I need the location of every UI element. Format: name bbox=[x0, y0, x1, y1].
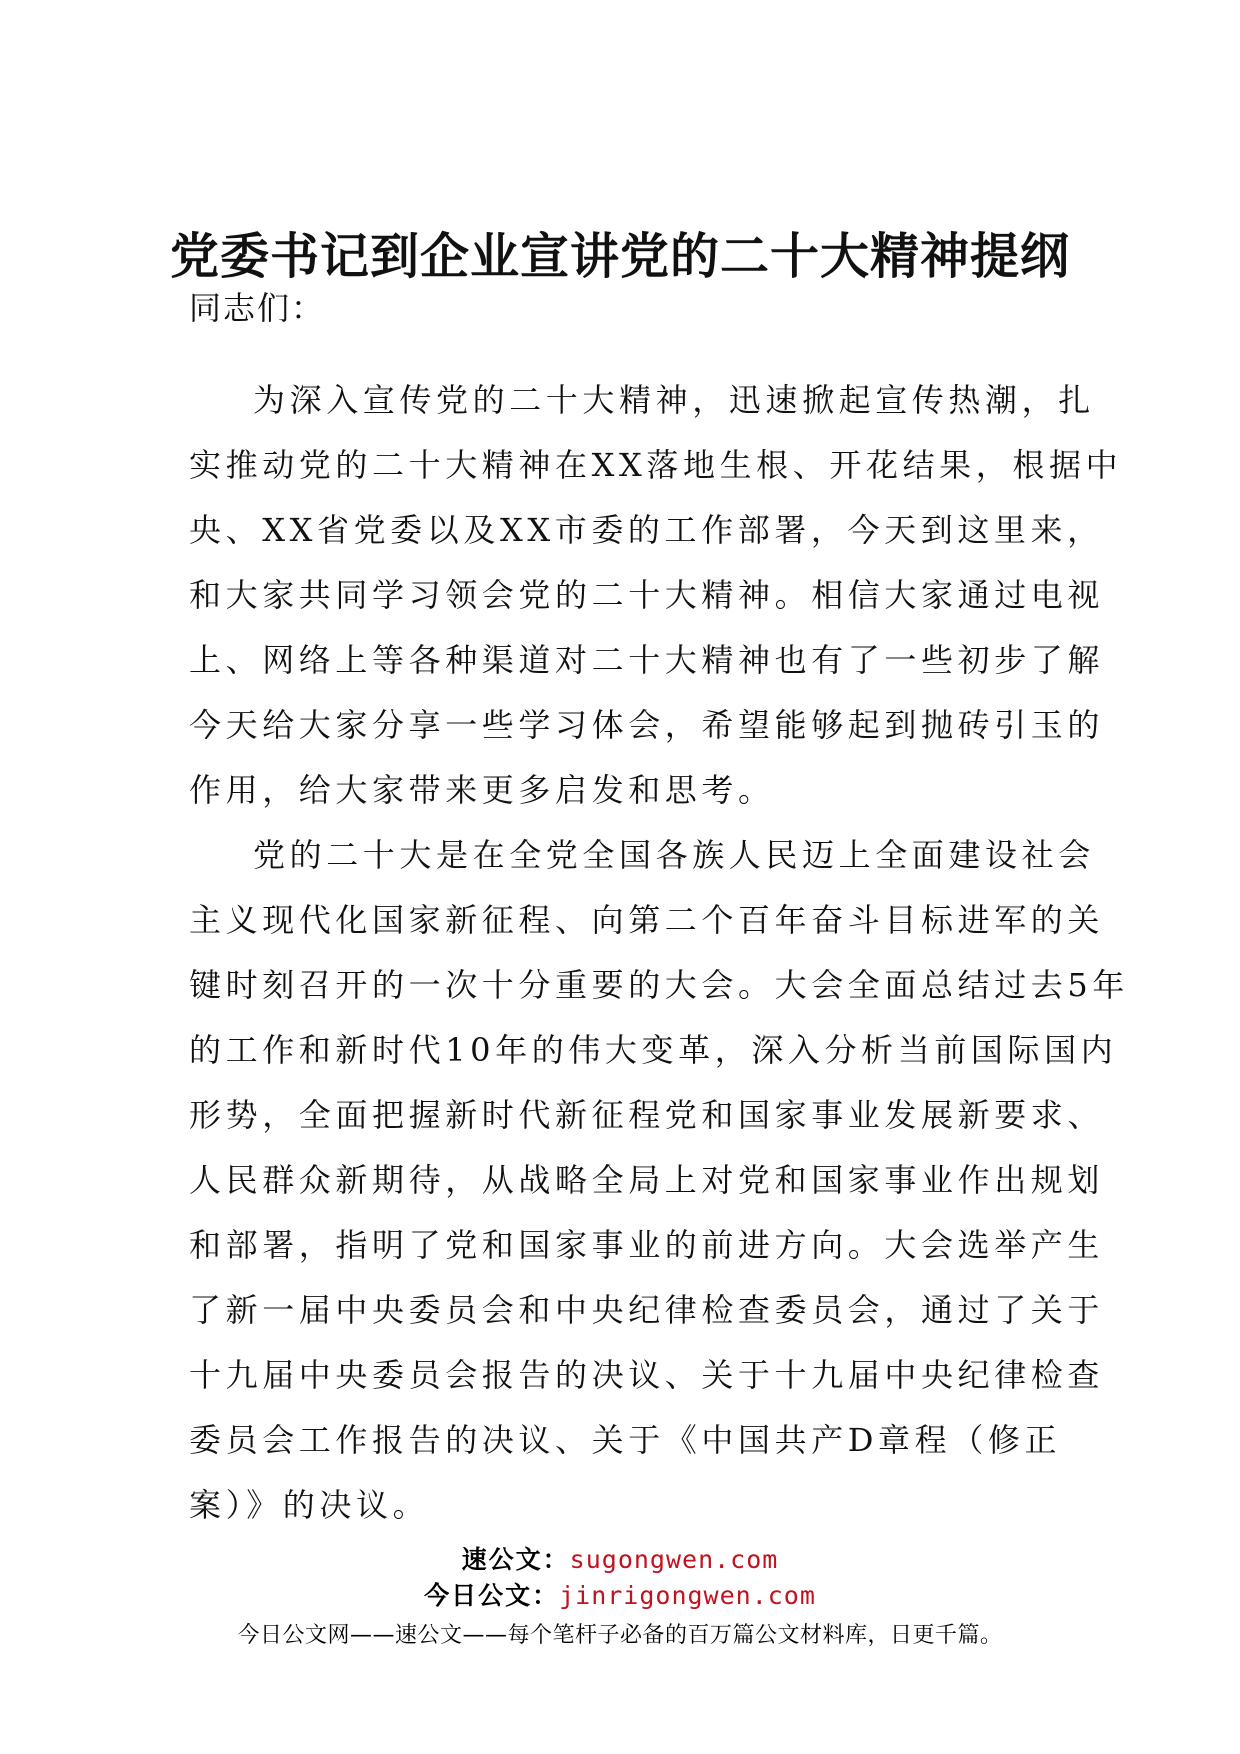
document-title: 党委书记到企业宣讲党的二十大精神提纲 bbox=[169, 227, 1070, 285]
paragraph-line: 案）》的决议。 bbox=[189, 1486, 430, 1524]
paragraph-line: 人民群众新期待，从战略全局上对党和国家事业作出规划 bbox=[189, 1161, 1105, 1199]
paragraph-line: 作用，给大家带来更多启发和思考。 bbox=[189, 771, 775, 809]
footer-line-2 bbox=[0, 1578, 1240, 1614]
footer-tagline: 今日公文网——速公文——每个笔杆子必备的百万篇公文材料库，日更千篇。 bbox=[237, 1623, 1003, 1648]
paragraph-line: 键时刻召开的一次十分重要的大会。大会全面总结过去5年 bbox=[189, 966, 1129, 1004]
footer-line-1 bbox=[0, 1542, 1240, 1578]
paragraph-line: 主义现代化国家新征程、向第二个百年奋斗目标进军的关 bbox=[189, 901, 1105, 939]
paragraph-line: 形势，全面把握新时代新征程党和国家事业发展新要求、 bbox=[189, 1096, 1105, 1134]
paragraph-2 bbox=[189, 823, 1129, 1538]
salutation: 同志们： bbox=[189, 289, 326, 327]
paragraph-line: 和部署，指明了党和国家事业的前进方向。大会选举产生 bbox=[189, 1226, 1105, 1264]
paragraph-line: 上、网络上等各种渠道对二十大精神也有了一些初步了解 bbox=[189, 641, 1105, 679]
site-link[interactable]: sugongwen.com bbox=[569, 1545, 779, 1574]
paragraph-line: 实推动党的二十大精神在XX落地生根、开花结果，根据中 bbox=[189, 446, 1123, 484]
paragraph-line: 央、XX省党委以及XX市委的工作部署，今天到这里来， bbox=[189, 511, 1104, 549]
footer-watermark bbox=[0, 1542, 1240, 1654]
paragraph-line: 了新一届中央委员会和中央纪律检查委员会，通过了关于 bbox=[189, 1291, 1105, 1329]
paragraph-line: 十九届中央委员会报告的决议、关于十九届中央纪律检查 bbox=[189, 1356, 1105, 1394]
site-label: 速公文： bbox=[461, 1545, 570, 1574]
paragraph-line: 今天给大家分享一些学习体会，希望能够起到抛砖引玉的 bbox=[189, 706, 1105, 744]
paragraph-line: 为深入宣传党的二十大精神，迅速掀起宣传热潮，扎 bbox=[253, 381, 1095, 419]
site-label: 今日公文： bbox=[424, 1581, 560, 1610]
paragraph-1 bbox=[189, 368, 1123, 823]
document-body bbox=[189, 368, 1129, 1538]
paragraph-line: 和大家共同学习领会党的二十大精神。相信大家通过电视 bbox=[189, 576, 1105, 614]
paragraph-line: 的工作和新时代10年的伟大变革，深入分析当前国际国内 bbox=[189, 1031, 1118, 1069]
site-link[interactable]: jinrigongwen.com bbox=[559, 1581, 816, 1610]
paragraph-line: 党的二十大是在全党全国各族人民迈上全面建设社会 bbox=[253, 836, 1095, 874]
paragraph-line: 委员会工作报告的决议、关于《中国共产D章程（修正 bbox=[189, 1421, 1062, 1459]
